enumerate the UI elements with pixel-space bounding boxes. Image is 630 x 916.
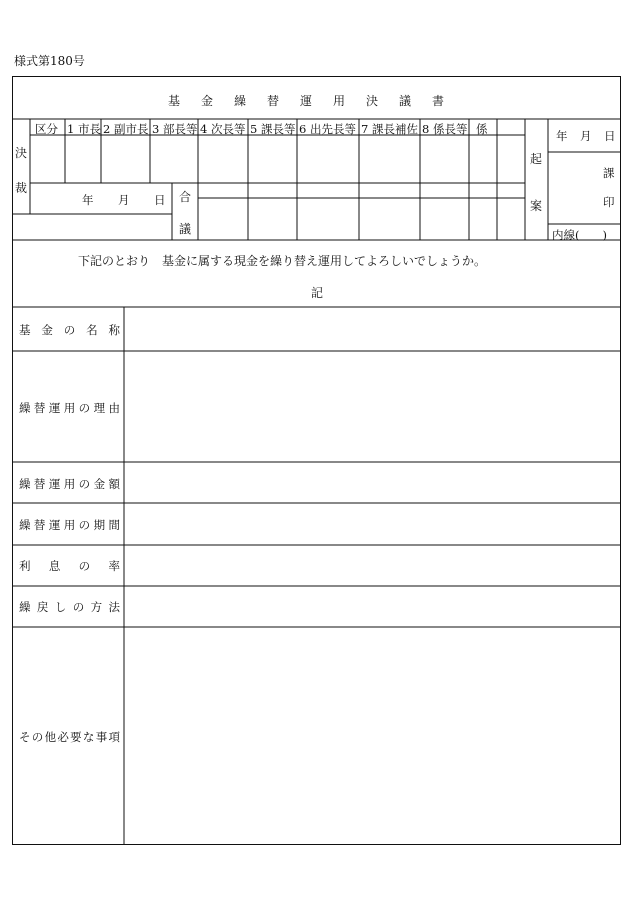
kessai-label-1: 決 [15, 146, 28, 160]
kessai-date-year: 年 [82, 193, 94, 207]
role-6: 6 出先長等 [299, 122, 356, 136]
role-5: 5 課長等 [250, 122, 296, 136]
intro-text: 下記のとおり 基金に属する現金を繰り替え運用してよろしいでしょうか。 [78, 254, 487, 268]
row-value-other-matters[interactable] [126, 628, 619, 843]
role-3: 3 部長等 [152, 122, 198, 136]
gougi-label-2: 議 [179, 222, 192, 236]
row-label-interest-rate: 利息の率 [19, 559, 120, 573]
form-number: 様式第180号 [14, 54, 85, 68]
row-label-repayment-method: 繰戻しの方法 [19, 600, 120, 614]
kian-date-month: 月 [580, 129, 592, 143]
row-label-reason: 繰替運用の理由 [19, 401, 120, 415]
kian-label-1: 起 [530, 152, 543, 166]
row-value-period[interactable] [126, 504, 619, 544]
kessai-date-month: 月 [118, 193, 130, 207]
form-title: 基金繰替運用決議書 [167, 94, 465, 108]
kian-seal: 印 [603, 195, 615, 209]
kian-extension: 内線( ) [552, 228, 607, 242]
gougi-label-1: 合 [179, 190, 192, 204]
row-value-interest-rate[interactable] [126, 546, 619, 585]
kubun-header: 区分 [35, 122, 58, 136]
ki-label: 記 [311, 286, 324, 300]
role-4: 4 次長等 [200, 122, 246, 136]
role-9: 係 [476, 122, 488, 136]
role-1: 1 市長 [67, 122, 101, 136]
kian-section: 課 [603, 166, 615, 180]
row-label-other-matters: その他必要な事項 [19, 730, 120, 744]
kian-date-year: 年 [556, 129, 568, 143]
kian-label-2: 案 [530, 199, 543, 213]
role-7: 7 課長補佐 [361, 122, 418, 136]
kessai-label-2: 裁 [15, 181, 28, 195]
role-2: 2 副市長 [103, 122, 149, 136]
row-label-fund-name: 基金の名称 [19, 323, 120, 337]
kian-date-day: 日 [604, 129, 616, 143]
row-value-reason[interactable] [126, 352, 619, 461]
row-label-period: 繰替運用の期間 [19, 518, 120, 532]
row-value-repayment-method[interactable] [126, 587, 619, 626]
role-8: 8 係長等 [422, 122, 468, 136]
kessai-date-day: 日 [154, 193, 166, 207]
row-label-amount: 繰替運用の金額 [19, 477, 120, 491]
row-value-amount[interactable] [126, 463, 619, 502]
